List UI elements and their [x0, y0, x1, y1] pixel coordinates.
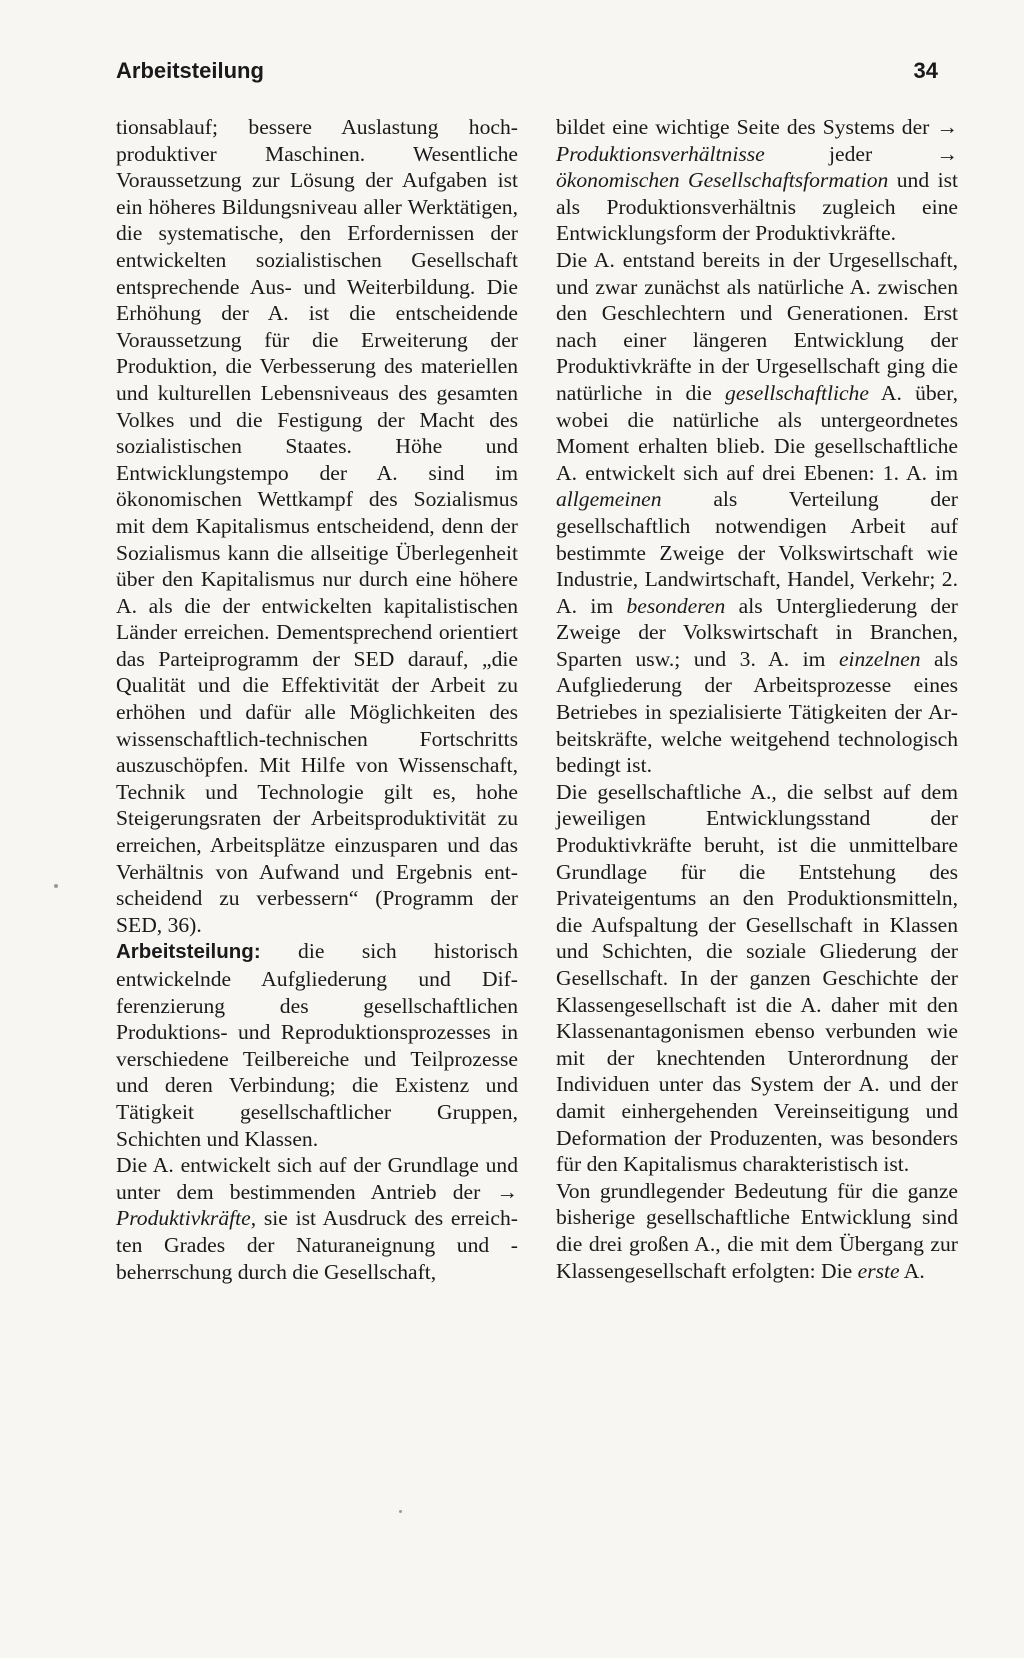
paragraph-development: [116, 1152, 518, 1285]
text-run: als Aufgliederung der Arbeitsprozesse eines Betriebes in spezialisierte Tätigkeiten der Arbeitskräfte, welche weitgehend technologisch bedingt ist.: [556, 646, 959, 778]
text-run: als Untergliederung der Zweige der Volkswirtschaft in Branchen, Sparten usw.; und 3. A. im: [556, 593, 958, 671]
cross-reference-arrow: →: [496, 1179, 518, 1204]
dictionary-entry: [116, 938, 518, 1152]
emphasis: erste: [857, 1258, 900, 1283]
cross-reference-produktivkraefte: Produktivkräfte: [116, 1206, 251, 1231]
paragraph-private-property: Die gesellschaftliche A., die selbst auf dem jeweiligen Entwicklungsstand der Produktivkräfte beruht, ist die unmittelbare Grundlage für die Entstehung des Privateigentums an den Produktionsmitteln, die Aufspaltung der Gesellschaft in Klassen und Schichten, die soziale Gliederung der Gesellschaft. In der ganzen Geschichte der Klassengesellschaft ist die A. daher mit den Klassenantagonismen ebenso verbunden wie mit der knechtenden Unterordnung der Individuen unter das System der A. und der damit einhergehenden Vereinseitigung und Deformation der Produzenten, was besonders für den Kapitalismus charakteristisch ist.: [556, 779, 958, 1177]
cross-reference-gesellschaftsformation: ökonomischen Gesellschaftsformation: [556, 168, 889, 193]
entry-definition: die sich historisch entwickelnde Aufgliederung und Differenzierung des gesellschaftlichen Produktions- und Reproduktionsprozesses in verschiedene Teilbereiche und Teilprozesse und deren Verbindung; die Existenz und Tätigkeit gesellschaftlicher Gruppen, Schichten und Klassen.: [116, 939, 518, 1151]
paragraph-origin: [556, 247, 958, 779]
text-run: A.: [899, 1258, 925, 1283]
scan-speck: [399, 1510, 402, 1513]
text-run: jeder: [764, 141, 937, 166]
entry-headword: Arbeitsteilung:: [116, 940, 261, 964]
scan-speck: [54, 884, 58, 888]
text-run: als Verteilung der gesellschaftlich notwendigen Arbeit auf bestimmte Zweige der Volkswirtschaft wie Industrie, Landwirtschaft, Handel, Verkehr; 2. A. im: [556, 487, 958, 618]
page-number: 34: [913, 58, 938, 83]
text-run: und ist als Produktionsverhältnis zugleich eine Entwicklungsform der Produktivkräfte.: [556, 168, 958, 246]
cross-reference-arrow: →: [936, 141, 958, 166]
left-column: [116, 114, 518, 1285]
emphasis: besonderen: [626, 593, 726, 618]
page-header: [116, 58, 938, 94]
text-run: A. über, wobei die natürliche als untergeordnetes Moment erhalten blieb. Die gesellschaftliche A. entwickelt sich auf drei Ebenen: 1. A. im: [556, 380, 958, 485]
emphasis: allgemeinen: [556, 487, 662, 512]
emphasis: einzelnen: [838, 646, 921, 671]
paragraph-three-divisions: [556, 1178, 958, 1284]
paragraph-system: [556, 114, 958, 247]
text-run: bildet eine wichtige Seite des Systems der: [556, 115, 937, 139]
cross-reference-produktionsverhaeltnisse: Produktionsverhältnisse: [556, 141, 765, 166]
text-run: , sie ist Ausdruck des erreichten Grades der Naturaneignung und -beherrschung durch die Gesellschaft,: [116, 1206, 518, 1284]
text-run: Die A. entwickelt sich auf der Grundlage und unter dem bestimmenden Antrieb der: [116, 1153, 518, 1204]
text-run: Von grundlegender Bedeutung für die ganze bisherige gesellschaftliche Entwicklung sind die drei großen A., die mit dem Übergang zur Klassengesellschaft erfolgten: Die: [556, 1178, 958, 1283]
emphasis: gesellschaftliche: [725, 380, 869, 405]
continued-paragraph: tionsablauf; bessere Auslastung hochproduktiver Maschinen. Wesentliche Voraussetzung zur Lösung der Aufgaben ist ein höheres Bildungsniveau aller Werktätigen, die systematische, den Erfordernissen der entwickelten sozialistischen Gesellschaft entsprechende Aus- und Weiterbildung. Die Erhöhung der A. ist die entscheidende Voraussetzung für die Erweiterung der Produktion, die Verbesserung des materiellen und kulturellen Lebensniveaus des gesamten Volkes und die Festigung der Macht des sozialistischen Staates. Höhe und Entwicklungstempo der A. sind im ökonomischen Wettkampf des Sozialismus mit dem Kapitalismus entscheidend, denn der Sozialismus kann die allseitige Überlegenheit über den Kapitalismus nur durch eine höhere A. als die der entwickelten kapitalistischen Länder erreichen. Dementsprechend orientiert das Parteiprogramm der SED darauf, „die Qualität und die Effektivität der Arbeit zu erhöhen und dafür alle Möglichkeiten des wissenschaftlich-technischen Fortschritts auszuschöpfen. Mit Hilfe von Wissenschaft, Technik und Technologie gilt es, hohe Steigerungsraten der Arbeitsproduktivität zu erreichen, Arbeitsplätze einzusparen und das Verhältnis von Aufwand und Ergebnis entscheidend zu verbessern“ (Programm der SED, 36).: [116, 115, 518, 937]
cross-reference-arrow: →: [936, 115, 958, 139]
text-run: Die A. entstand bereits in der Urgesellschaft, und zwar zunächst als natürliche A. zwischen den Geschlechtern und Generationen. Erst nach einer längeren Entwicklung der Produktivkräfte in der Urgesellschaft ging die natürliche in die: [556, 247, 958, 405]
right-column: [556, 114, 958, 1284]
running-head-title: Arbeitsteilung: [116, 58, 264, 83]
